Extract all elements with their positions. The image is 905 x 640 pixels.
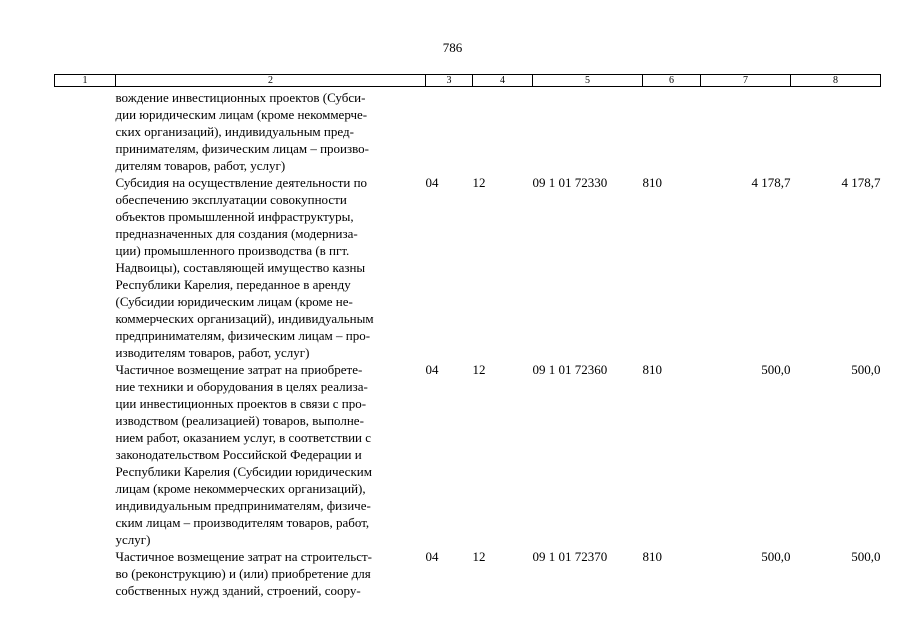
amount-total — [701, 87, 791, 175]
column-number-1: 1 — [55, 75, 116, 87]
amount-subtotal: 4 178,7 — [841, 175, 881, 190]
column-number-2: 2 — [116, 75, 426, 87]
row-description: Частичное возмещение затрат на приобрете- ние техники и оборудования в целях реализа- ции инвестиционных проектов в связи с про- изводством (реализацией) товаров, выполне- нием работ, оказанием услуг, в соответствии с законодательством Российской Федерации и Республики Карелия (Субсидии юридическим лицам (кроме некоммерческих организаций), индивидуальным предпринимателям, физиче- ским лицам – производителям товаров, работ, услуг) — [115, 362, 372, 547]
amount-subtotal: 500,0 — [851, 549, 881, 564]
section-code: 04 — [425, 362, 439, 377]
row-description: Частичное возмещение затрат на строительст- во (реконструкцию) и (или) приобретение для собственных нужд зданий, строений, соору- — [115, 549, 372, 598]
budget-table — [54, 74, 881, 599]
table-row — [55, 174, 881, 361]
amount-total: 4 178,7 — [751, 175, 791, 190]
column-number-6: 6 — [643, 75, 701, 87]
row-description: Субсидия на осуществление деятельности по обеспечению эксплуатации совокупности объектов промышленной инфраструктуры, предназначенных для создания (модерниза- ции) промышленного производства (в пгт. Надвоицы), составляющей имущество казны Республики Карелия, переданное в аренду (Субсидии юридическим лицам (кроме не- коммерческих организаций), индивидуальным предпринимателям, физическим лицам – про- изводителям товаров, работ, услуг) — [115, 175, 374, 360]
amount-total: 500,0 — [761, 362, 791, 377]
target-article-code — [533, 87, 643, 175]
column-number-5: 5 — [533, 75, 643, 87]
row-number-cell — [55, 174, 116, 361]
section-code: 04 — [425, 175, 439, 190]
expense-type-code: 810 — [642, 175, 662, 190]
row-number-cell — [55, 548, 116, 599]
subsection-code — [473, 87, 533, 175]
section-code: 04 — [425, 549, 439, 564]
amount-total: 500,0 — [761, 549, 791, 564]
column-number-header — [55, 75, 881, 87]
expense-type-code: 810 — [642, 362, 662, 377]
column-number-3: 3 — [426, 75, 473, 87]
amount-subtotal: 500,0 — [851, 362, 881, 377]
subsection-code: 12 — [472, 549, 486, 564]
amount-subtotal — [791, 87, 881, 175]
page-number: 786 — [442, 40, 463, 55]
table-row — [55, 361, 881, 548]
target-article-code: 09 1 01 72370 — [532, 549, 608, 564]
column-number-8: 8 — [791, 75, 881, 87]
column-number-7: 7 — [701, 75, 791, 87]
target-article-code: 09 1 01 72360 — [532, 362, 608, 377]
column-number-4: 4 — [473, 75, 533, 87]
row-number-cell — [55, 361, 116, 548]
expense-type-code: 810 — [642, 549, 662, 564]
row-number-cell — [55, 87, 116, 175]
subsection-code: 12 — [472, 362, 486, 377]
subsection-code: 12 — [472, 175, 486, 190]
table-row — [55, 87, 881, 175]
target-article-code: 09 1 01 72330 — [532, 175, 608, 190]
row-description: вождение инвестиционных проектов (Субси- дии юридическим лицам (кроме некоммерче- ских организаций), индивидуальным пред- принимателям, физическим лицам – произво- дителям товаров, работ, услуг) — [115, 90, 369, 173]
expense-type-code — [643, 87, 701, 175]
table-row — [55, 548, 881, 599]
section-code — [426, 87, 473, 175]
